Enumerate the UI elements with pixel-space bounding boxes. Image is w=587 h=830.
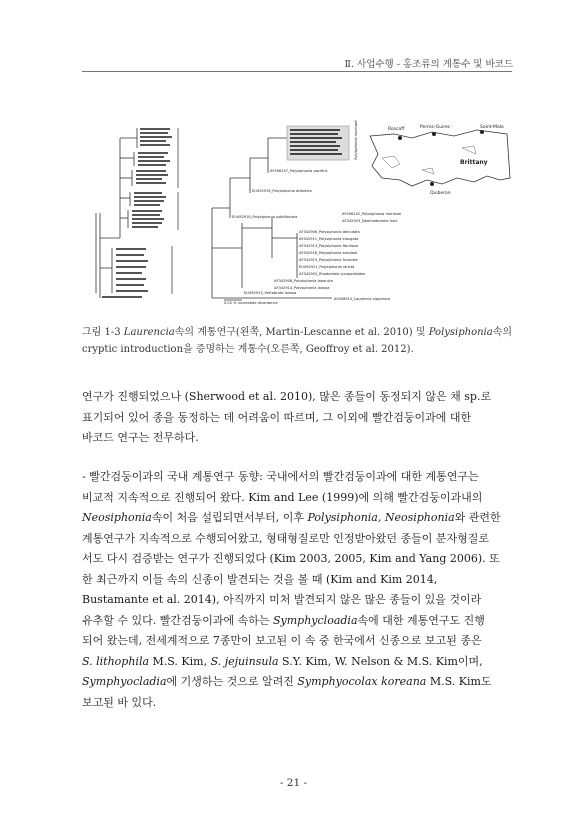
vertical-label: Polysiphonia morrowii <box>354 120 358 160</box>
caption-text: 속의 <box>492 327 513 338</box>
tree-label: AF342914_Polysiphonia lanosa <box>274 286 330 290</box>
text-line <box>82 652 514 673</box>
running-header: Ⅱ. 사업수행 - 홍조류의 계통수 및 바코드 <box>344 59 513 70</box>
tree-label: AY396147_Polysiphonia pacifica <box>270 169 328 173</box>
map-label: Saint-Malo <box>480 125 504 130</box>
left-tree-tips <box>102 128 172 298</box>
phylogeny-figure-svg <box>82 118 512 304</box>
genus-name: Symphyocladia <box>82 675 167 688</box>
text-line <box>82 672 514 693</box>
map-label: Perros-Guirec <box>420 125 451 130</box>
tree-label: AF342903_Neorhodomela larix <box>342 219 398 223</box>
genus-name: Neosiphonia <box>82 511 152 524</box>
genus-name: Polysiphonia, Neosiphonia <box>307 511 455 524</box>
text-line <box>82 508 514 529</box>
text-line: 연구가 진행되었으나 (Sherwood et al. 2010), 많은 종들이 동정되지 않은 채 sp.로 <box>82 390 492 403</box>
text-span: 속에 대한 계통연구도 진행 <box>357 613 485 627</box>
text-span: 에 기생하는 것으로 알려진 <box>166 675 298 688</box>
text-line: 한 최근까지 이들 속의 신종이 발견되는 것을 볼 때 (Kim and Kim 2014, <box>82 572 438 586</box>
tree-label: AF342902_Rhodomela lycopodioides <box>299 272 366 276</box>
text-line: 되어 왔는데, 전세계적으로 7종만이 보고된 이 속 중 한국에서 신종으로 보고된 종은 <box>82 634 482 647</box>
species-name: S. jejuinsula <box>210 654 279 668</box>
tree-label: AY396142_Polysiphonia morrowii <box>342 212 402 216</box>
text-span: S.Y. Kim, W. Nelson & M.S. Kim이며, <box>278 654 483 668</box>
tree-label: AY342911_Polysiphonia elongata <box>299 237 359 241</box>
text-span: 와 관련한 <box>454 511 501 524</box>
genus-name: Symphycloadia <box>273 613 358 627</box>
tree-label: AF342913_Polysiphonia fibrillosa <box>299 244 358 248</box>
tree-label: EU492913_Vertebrata lanosa <box>244 291 297 295</box>
paragraph-1 <box>82 387 514 449</box>
text-line: 보고된 바 있다. <box>82 695 157 709</box>
map-label: Roscoff <box>388 127 405 132</box>
figure-phylogeny <box>82 118 512 304</box>
text-line: - 빨간검둥이과의 국내 계통연구 동향: 국내에서의 빨간검둥이과에 대한 계통연구는 <box>82 470 479 483</box>
paragraph-2 <box>82 467 514 713</box>
left-tree-clade-bars <box>172 128 178 294</box>
text-span: M.S. Kim도 <box>426 675 492 688</box>
tree-label: AF342908_Polysiphonia japonica <box>274 279 333 283</box>
map-label: Quiberon <box>430 191 451 196</box>
tree-label: AF408910_Laurencia nipponica <box>334 297 391 301</box>
text-line <box>82 611 514 632</box>
caption-text: cryptic introduction을 증명하는 계통수(오른쪽, Geoffroy et al. 2012). <box>82 344 414 355</box>
species-name: Symphyocolax koreana <box>297 675 427 688</box>
caption-genus: Laurencia <box>123 327 175 338</box>
caption-genus: Polysiphonia <box>428 327 493 338</box>
text-line: 서도 다시 검증받는 연구가 진행되었다 (Kim 2003, 2005, Kim and Yang 2006). 또 <box>82 552 500 565</box>
figure-caption <box>82 324 514 358</box>
text-line: 계통연구가 지속적으로 수행되어왔고, 형태형질로만 인정받아왔던 종들이 분자형질로 <box>82 531 490 545</box>
scale-label: 0.02 % nucleotide divergence <box>224 301 278 304</box>
tree-label: AF342906_Polysiphonia denudata <box>299 230 360 234</box>
text-line: 바코드 연구는 전무하다. <box>82 431 199 444</box>
text-span: M.S. Kim, <box>149 654 211 668</box>
text-span: 유추할 수 있다. 빨간검둥이과에 속하는 <box>82 613 273 627</box>
header-rule <box>82 71 512 72</box>
caption-text: 속의 계통연구(왼쪽, Martin-Lescanne et al. 2010) 및 <box>174 327 426 338</box>
page-number: - 21 - <box>279 777 308 789</box>
tree-label: AY342918_Polysiphonia brodiaei <box>299 251 358 255</box>
tree-label: EU492921_Polysiphonia stricta <box>299 265 355 269</box>
tree-label: EU492918_Polysiphonia subtilissima <box>232 215 298 219</box>
brittany-map <box>370 124 510 196</box>
text-span: 속이 처음 설립되면서부터, 이후 <box>151 511 308 524</box>
caption-label: 그림 1-3 <box>82 327 121 338</box>
text-line: Bustamante et al. 2014), 아직까지 미처 발견되지 않은 많은 종들이 있을 것이라 <box>82 593 482 606</box>
species-name: S. lithophila <box>82 654 150 668</box>
tree-label: EU492916_Polysiphonia atlantica <box>252 189 312 193</box>
tree-label: AF342915_Polysiphonia fucoides <box>299 258 358 262</box>
map-label: Brittany <box>460 159 488 166</box>
text-line: 표기되어 있어 종을 동정하는 데 어려움이 따르며, 그 이외에 빨간검둥이과에 대한 <box>82 410 472 424</box>
text-line: 비교적 지속적으로 진행되어 왔다. Kim and Lee (1999)에 의해 빨간검둥이과내의 <box>82 490 483 504</box>
